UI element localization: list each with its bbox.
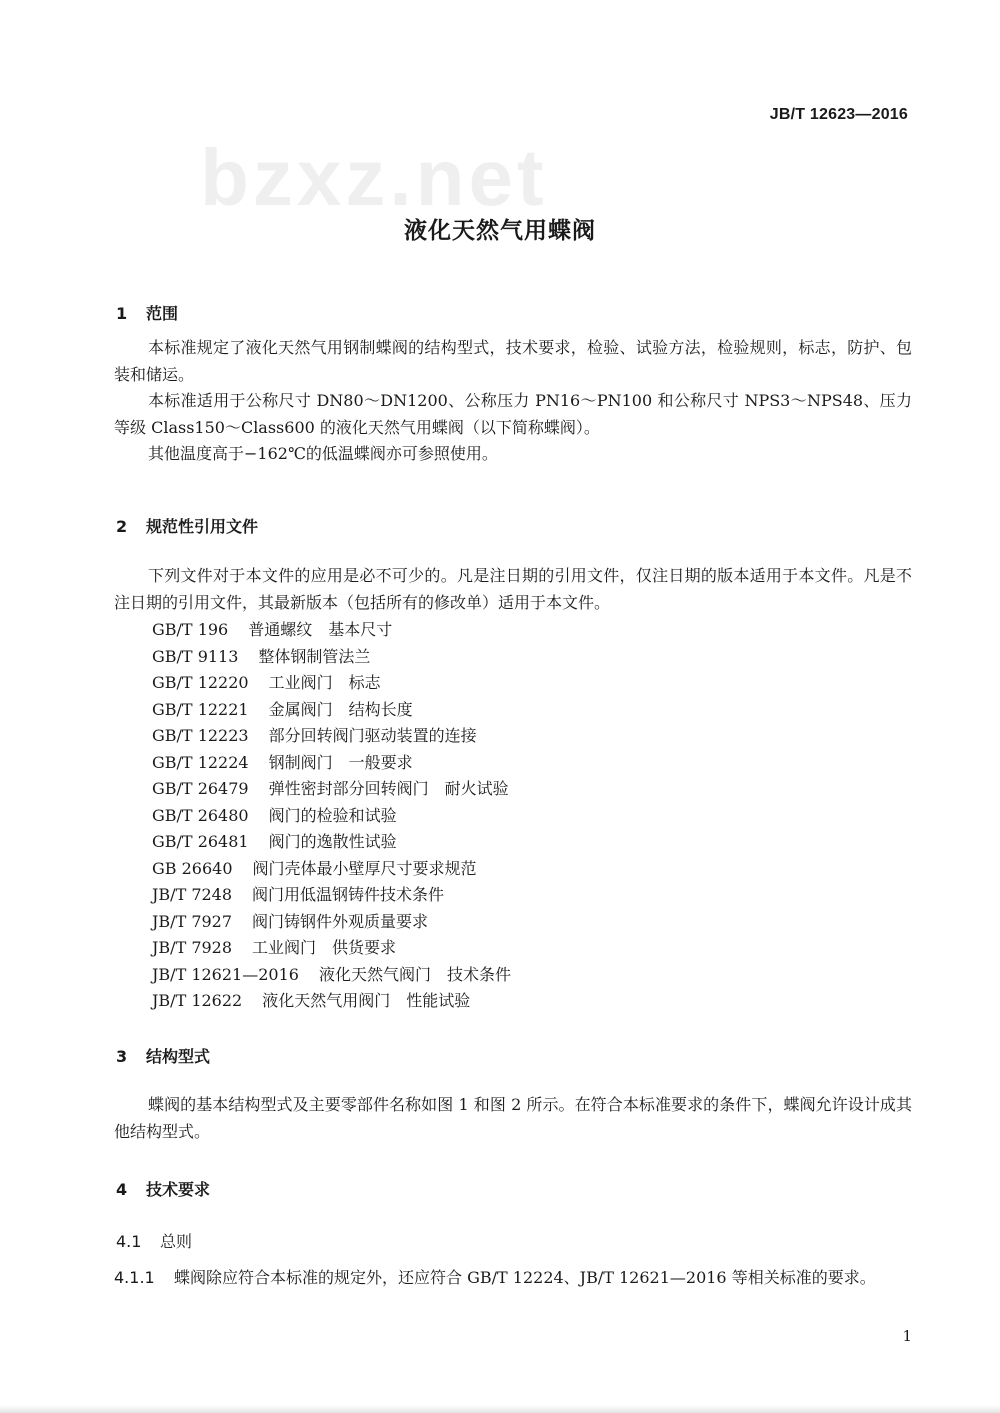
section-number: 3 xyxy=(116,1047,128,1066)
reference-code: JB/T 7927 xyxy=(152,911,233,931)
reference-code: GB/T 196 xyxy=(152,620,229,639)
reference-title: 阀门铸钢件外观质量要求 xyxy=(252,911,429,931)
references-intro: 下列文件对于本文件的应用是必不可少的。凡是注日期的引用文件，仅注日期的版本适用于本文件。凡是不注日期的引用文件，其最新版本（包括所有的修改单）适用于本文件。 xyxy=(114,566,912,612)
scope-paragraph-3: 其他温度高于−162℃的低温蝶阀亦可参照使用。 xyxy=(148,444,498,463)
reference-item xyxy=(152,776,511,803)
reference-code: GB 26640 xyxy=(152,858,233,878)
section-3-heading xyxy=(116,1044,210,1067)
reference-title: 普通螺纹 基本尺寸 xyxy=(248,620,393,639)
reference-item xyxy=(152,750,511,777)
reference-title: 阀门的逸散性试验 xyxy=(268,832,397,851)
reference-code: JB/T 12622 xyxy=(152,991,243,1010)
section-1-heading xyxy=(116,301,178,324)
reference-title: 阀门的检验和试验 xyxy=(268,805,397,825)
reference-title: 工业阀门 标志 xyxy=(268,673,381,692)
reference-item xyxy=(152,856,511,883)
scope-paragraph-2: 本标准适用于公称尺寸 DN80～DN1200、公称压力 PN16～PN100 和公称尺寸 NPS3～NPS48、压力等级 Class150～Class600 的液化天然气用蝶阀（以下简称蝶阀）。 xyxy=(114,391,912,437)
page-edge xyxy=(0,1405,1000,1413)
reference-title: 钢制阀门 一般要求 xyxy=(268,752,413,772)
reference-item xyxy=(152,723,511,750)
page-number: 1 xyxy=(902,1327,912,1345)
reference-code: GB/T 12223 xyxy=(152,726,249,745)
reference-title: 弹性密封部分回转阀门 耐火试验 xyxy=(268,779,509,798)
reference-code: JB/T 7248 xyxy=(152,885,233,904)
clause-4-1-1 xyxy=(114,1266,914,1290)
reference-item xyxy=(152,697,511,724)
section-title: 规范性引用文件 xyxy=(146,517,259,536)
reference-item xyxy=(152,962,511,989)
reference-item xyxy=(152,935,511,962)
reference-item xyxy=(152,829,511,856)
reference-code: GB/T 9113 xyxy=(152,646,239,666)
reference-code: GB/T 12224 xyxy=(152,752,249,772)
reference-title: 阀门壳体最小壁厚尺寸要求规范 xyxy=(252,858,477,878)
reference-code: GB/T 12221 xyxy=(152,699,249,719)
reference-item xyxy=(152,617,511,644)
reference-code: GB/T 12220 xyxy=(152,673,249,692)
standard-code: JB/T 12623—2016 xyxy=(769,106,908,123)
section-title: 技术要求 xyxy=(146,1180,211,1199)
reference-code: JB/T 12621—2016 xyxy=(152,964,299,984)
reference-item xyxy=(152,882,511,909)
watermark: bzxz.net xyxy=(200,133,548,222)
reference-item xyxy=(152,909,511,936)
reference-code: GB/T 26479 xyxy=(152,779,249,798)
reference-code: GB/T 26480 xyxy=(152,805,249,825)
reference-title: 阀门用低温钢铸件技术条件 xyxy=(252,885,445,904)
section-2-heading xyxy=(116,514,258,537)
reference-title: 液化天然气用阀门 性能试验 xyxy=(262,991,471,1010)
clause-text: 蝶阀除应符合本标准的规定外，还应符合 GB/T 12224、JB/T 12621—2016 等相关标准的要求。 xyxy=(174,1268,876,1287)
section-4-heading xyxy=(116,1177,210,1200)
reference-code: JB/T 7928 xyxy=(152,938,233,957)
reference-code: GB/T 26481 xyxy=(152,832,249,851)
subsection-number: 4.1 xyxy=(116,1232,142,1251)
scope-paragraph-1: 本标准规定了液化天然气用钢制蝶阀的结构型式，技术要求，检验、试验方法，检验规则，标志，防护、包装和储运。 xyxy=(114,338,912,384)
reference-item xyxy=(152,670,511,697)
document-title: 液化天然气用蝶阀 xyxy=(404,218,596,244)
subsection-4-1-heading xyxy=(116,1229,192,1252)
reference-item xyxy=(152,803,511,830)
subsection-title: 总则 xyxy=(160,1232,193,1251)
structure-paragraph: 蝶阀的基本结构型式及主要零部件名称如图 1 和图 2 所示。在符合本标准要求的条件下，蝶阀允许设计成其他结构型式。 xyxy=(114,1095,912,1141)
section-number: 4 xyxy=(116,1180,128,1199)
reference-list xyxy=(152,617,511,1015)
reference-title: 整体钢制管法兰 xyxy=(258,646,371,666)
section-title: 结构型式 xyxy=(146,1047,211,1066)
reference-title: 液化天然气阀门 技术条件 xyxy=(318,964,511,984)
reference-item xyxy=(152,988,511,1015)
section-title: 范围 xyxy=(146,304,179,323)
section-number: 2 xyxy=(116,517,128,536)
reference-title: 工业阀门 供货要求 xyxy=(252,938,397,957)
clause-number: 4.1.1 xyxy=(114,1268,155,1287)
reference-title: 部分回转阀门驱动装置的连接 xyxy=(268,726,477,745)
reference-item xyxy=(152,644,511,671)
reference-title: 金属阀门 结构长度 xyxy=(268,699,413,719)
section-number: 1 xyxy=(116,304,128,323)
